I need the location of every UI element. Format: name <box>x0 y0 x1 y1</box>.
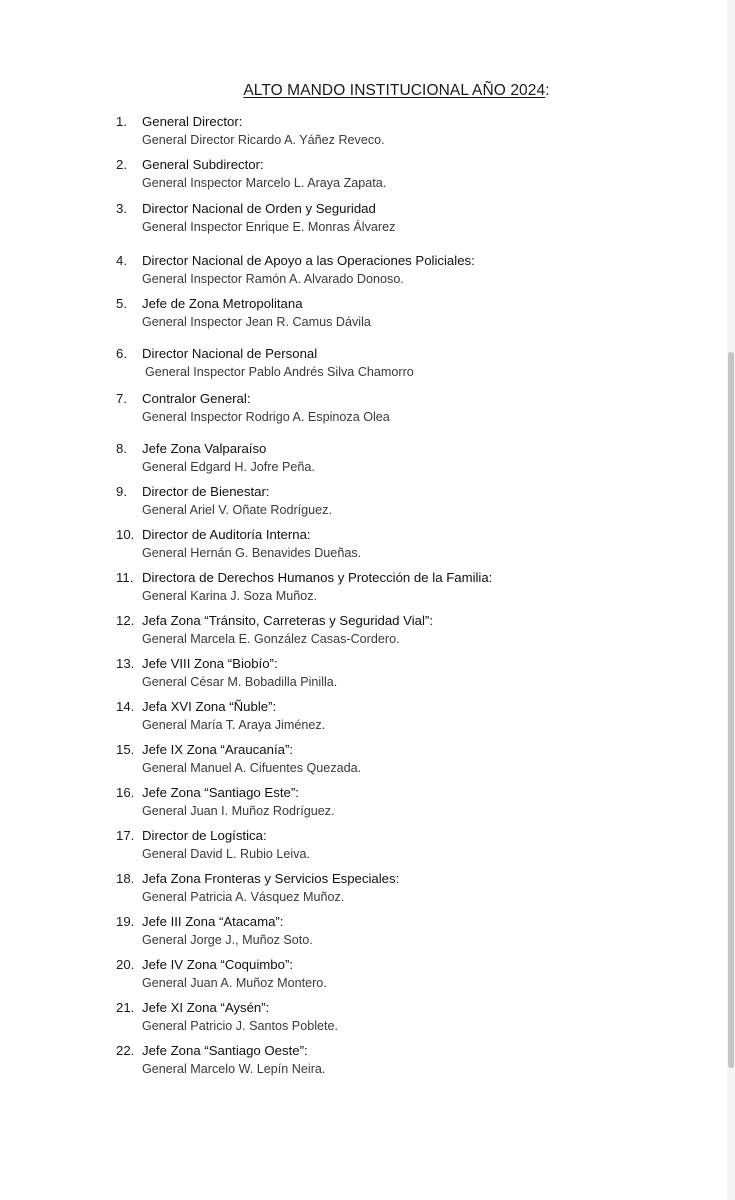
item-name: General Manuel A. Cifuentes Quezada. <box>142 761 362 775</box>
item-name: General Inspector Jean R. Camus Dávila <box>142 315 371 329</box>
item-role: Jefe Zona “Santiago Oeste”: <box>142 1043 308 1058</box>
item-number: 4. <box>116 253 127 268</box>
item-number: 16. <box>116 785 135 800</box>
document-title <box>0 82 735 100</box>
item-role: Director de Bienestar: <box>142 484 270 499</box>
item-name: General Jorge J., Muñoz Soto. <box>142 933 313 947</box>
item-number: 10. <box>116 527 135 542</box>
item-name: General Juan A. Muñoz Montero. <box>142 976 327 990</box>
item-number: 21. <box>116 1000 135 1015</box>
item-name: General Inspector Ramón A. Alvarado Donoso. <box>142 272 404 286</box>
scrollbar-track[interactable] <box>727 0 735 1200</box>
scrollbar-thumb[interactable] <box>728 352 734 1068</box>
item-role: Director Nacional de Orden y Seguridad <box>142 201 376 216</box>
item-number: 14. <box>116 699 135 714</box>
item-name: General Juan I. Muñoz Rodríguez. <box>142 804 335 818</box>
item-role: Jefe Zona “Santiago Este”: <box>142 785 299 800</box>
item-name: General María T. Araya Jiménez. <box>142 718 326 732</box>
item-role: Jefa XVI Zona “Ñuble”: <box>142 699 277 714</box>
item-name: General Karina J. Soza Muñoz. <box>142 589 318 603</box>
item-name: General Hernán G. Benavides Dueñas. <box>142 546 362 560</box>
item-name: General Marcela E. González Casas-Cordero. <box>142 632 400 646</box>
item-number: 20. <box>116 957 135 972</box>
item-number: 12. <box>116 613 135 628</box>
item-role: Jefa Zona “Tránsito, Carreteras y Seguridad Vial”: <box>142 613 433 628</box>
item-role: Contralor General: <box>142 391 251 406</box>
item-role: Director Nacional de Personal <box>142 346 318 361</box>
item-name: General David L. Rubio Leiva. <box>142 847 311 861</box>
item-name: General César M. Bobadilla Pinilla. <box>142 675 338 689</box>
item-role: Jefe de Zona Metropolitana <box>142 296 303 311</box>
item-number: 19. <box>116 914 135 929</box>
title-colon: : <box>545 82 550 99</box>
item-role: Jefe III Zona “Atacama”: <box>142 914 284 929</box>
item-role: Jefe Zona Valparaíso <box>142 441 267 456</box>
item-name: General Inspector Enrique E. Monras Álvarez <box>142 220 396 234</box>
item-name: General Marcelo W. Lepín Neira. <box>142 1062 326 1076</box>
item-role: Directora de Derechos Humanos y Protección de la Familia: <box>142 570 493 585</box>
item-number: 1. <box>116 114 127 129</box>
item-name: General Inspector Rodrigo A. Espinoza Olea <box>142 410 390 424</box>
item-role: Director de Auditoría Interna: <box>142 527 311 542</box>
item-number: 18. <box>116 871 135 886</box>
item-number: 11. <box>116 570 134 585</box>
item-number: 15. <box>116 742 135 757</box>
item-role: Jefe IX Zona “Araucanía”: <box>142 742 293 757</box>
item-role: General Subdirector: <box>142 157 264 172</box>
item-number: 5. <box>116 296 127 311</box>
item-role: Director de Logística: <box>142 828 267 843</box>
item-name: General Inspector Pablo Andrés Silva Chamorro <box>145 365 414 379</box>
item-name: General Patricia A. Vásquez Muñoz. <box>142 890 345 904</box>
item-role: General Director: <box>142 114 243 129</box>
item-role: Jefe IV Zona “Coquimbo”: <box>142 957 293 972</box>
item-name: General Patricio J. Santos Poblete. <box>142 1019 339 1033</box>
item-number: 13. <box>116 656 135 671</box>
item-number: 9. <box>116 484 127 499</box>
item-name: General Ariel V. Oñate Rodríguez. <box>142 503 332 517</box>
item-name: General Inspector Marcelo L. Araya Zapata. <box>142 176 387 190</box>
item-number: 2. <box>116 157 127 172</box>
item-role: Director Nacional de Apoyo a las Operaciones Policiales: <box>142 253 475 268</box>
item-role: Jefe VIII Zona “Biobío”: <box>142 656 278 671</box>
item-number: 17. <box>116 828 135 843</box>
item-name: General Director Ricardo A. Yáñez Reveco. <box>142 133 385 147</box>
item-number: 7. <box>116 391 127 406</box>
title-text: ALTO MANDO INSTITUCIONAL AÑO 2024 <box>243 82 546 99</box>
item-name: General Edgard H. Jofre Peña. <box>142 460 315 474</box>
item-number: 8. <box>116 441 127 456</box>
item-number: 22. <box>116 1043 135 1058</box>
item-role: Jefe XI Zona “Aysén”: <box>142 1000 270 1015</box>
item-role: Jefa Zona Fronteras y Servicios Especiales: <box>142 871 400 886</box>
item-number: 6. <box>116 346 127 361</box>
item-number: 3. <box>116 201 127 216</box>
